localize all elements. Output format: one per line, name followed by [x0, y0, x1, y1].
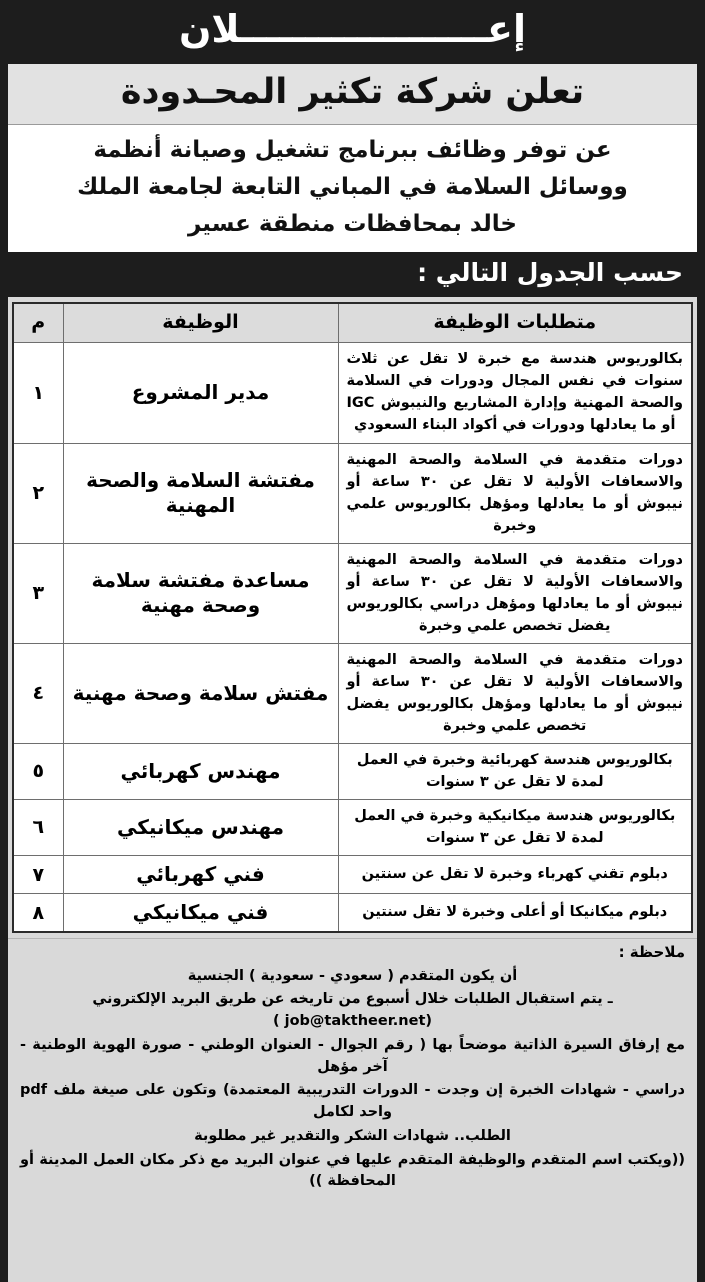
note-line-subject-format: ((ويكتب اسم المتقدم والوظيفة المتقدم عليها في عنوان البريد مع ذكر مكان العمل المدينة أو المحافظة )) — [20, 1151, 685, 1190]
table-row — [13, 443, 692, 543]
cell-requirements: بكالوريوس هندسة كهربائية وخبرة في العمل لمدة لا تقل عن ٣ سنوات — [338, 743, 692, 799]
cell-requirements: بكالوريوس هندسة ميكانيكية وخبرة في العمل لمدة لا تقل عن ٣ سنوات — [338, 799, 692, 855]
cell-row-number: ٥ — [13, 743, 63, 799]
cell-row-number: ٦ — [13, 799, 63, 855]
announcement-title: إعـــــــــــــــــــلان — [178, 7, 527, 51]
cell-job-title: مهندس كهربائي — [63, 743, 338, 799]
cell-row-number: ٢ — [13, 443, 63, 543]
note-line-cv-requirements: مع إرفاق السيرة الذاتية موضحاً بها ( رقم الجوال - العنوان الوطني - صورة الهوية الوطنية - آخر مؤهل — [20, 1036, 685, 1075]
cell-requirements: بكالوريوس هندسة مع خبرة لا تقل عن ثلاث سنوات في نفس المجال ودورات في السلامة والصحة المهنية وإدارة المشاريع والنيبوش IGC أو ما يعادلها ودورات في أكواد البناء السعودي — [338, 343, 692, 443]
intro-line-1: عن توفر وظائف ببرنامج تشغيل وصيانة أنظمة — [93, 137, 612, 164]
cell-requirements: دورات متقدمة في السلامة والصحة المهنية والاسعافات الأولية لا تقل عن ٣٠ ساعة أو نيبوش أو ما يعادلها ومؤهل دراسي بكالوريوس يفضل تخصص علمي وخبرة — [338, 543, 692, 643]
cell-job-title: مفتشة السلامة والصحة المهنية — [63, 443, 338, 543]
table-row — [13, 799, 692, 855]
table-header-row — [13, 303, 692, 343]
table-row — [13, 343, 692, 443]
note-line-deadline-email: ـ يتم استقبال الطلبات خلال أسبوع من تاريخه عن طريق البريد الإلكتروني (job@taktheer.net ) — [92, 991, 613, 1030]
intro-block — [8, 125, 697, 252]
notes-section — [8, 938, 697, 1282]
table-row — [13, 743, 692, 799]
cell-row-number: ٤ — [13, 643, 63, 743]
notes-body — [20, 966, 685, 1194]
jobs-table-wrapper — [8, 297, 697, 938]
cell-row-number: ١ — [13, 343, 63, 443]
cell-job-title: فني كهربائي — [63, 856, 338, 894]
cell-requirements: دبلوم ميكانيكا أو أعلى وخبرة لا تقل سنتين — [338, 894, 692, 933]
cell-requirements: دورات متقدمة في السلامة والصحة المهنية والاسعافات الأولية لا تقل عن ٣٠ ساعة أو نيبوش أو ما يعادلها ومؤهل بكالوريوس يفضل تخصص علمي وخبرة — [338, 643, 692, 743]
jobs-table — [12, 302, 693, 933]
table-row — [13, 543, 692, 643]
note-line-thanks: الطلب.. شهادات الشكر والتقدير غير مطلوبة — [194, 1127, 511, 1144]
cell-job-title: فني ميكانيكي — [63, 894, 338, 933]
table-row — [13, 856, 692, 894]
column-header-requirements: متطلبات الوظيفة — [338, 303, 692, 343]
column-header-title: الوظيفة — [63, 303, 338, 343]
cell-row-number: ٨ — [13, 894, 63, 933]
intro-line-3: خالد بمحافظات منطقة عسير — [188, 211, 517, 238]
intro-line-2: ووسائل السلامة في المباني التابعة لجامعة الملك — [77, 174, 628, 201]
note-line-certificates: دراسي - شهادات الخبرة إن وجدت - الدورات التدريبية المعتمدة) وتكون على صيغة ملف pdf واحد لكامل — [20, 1082, 685, 1121]
cell-requirements: دبلوم تقني كهرباء وخبرة لا تقل عن سنتين — [338, 856, 692, 894]
cell-row-number: ٧ — [13, 856, 63, 894]
notes-title: ملاحظة : — [618, 943, 685, 962]
cell-requirements: دورات متقدمة في السلامة والصحة المهنية والاسعافات الأولية لا تقل عن ٣٠ ساعة أو نيبوش أو ما يعادلها ومؤهل بكالوريوس علمي وخبرة — [338, 443, 692, 543]
table-intro-strip — [8, 252, 697, 297]
table-row — [13, 643, 692, 743]
company-name-band — [8, 62, 697, 125]
cell-job-title: مساعدة مفتشة سلامة وصحة مهنية — [63, 543, 338, 643]
table-intro-text: حسب الجدول التالي : — [417, 258, 683, 288]
cell-job-title: مهندس ميكانيكي — [63, 799, 338, 855]
jobs-table-body — [13, 343, 692, 932]
cell-row-number: ٣ — [13, 543, 63, 643]
cell-job-title: مدير المشروع — [63, 343, 338, 443]
announcement-banner — [8, 0, 697, 62]
cell-job-title: مفتش سلامة وصحة مهنية — [63, 643, 338, 743]
column-header-num: م — [13, 303, 63, 343]
company-name: تعلن شركة تكثير المحـدودة — [120, 72, 585, 112]
table-row — [13, 894, 692, 933]
jobs-table-head — [13, 303, 692, 343]
note-line-nationality: أن يكون المتقدم ( سعودي - سعودية ) الجنسية — [187, 967, 518, 984]
